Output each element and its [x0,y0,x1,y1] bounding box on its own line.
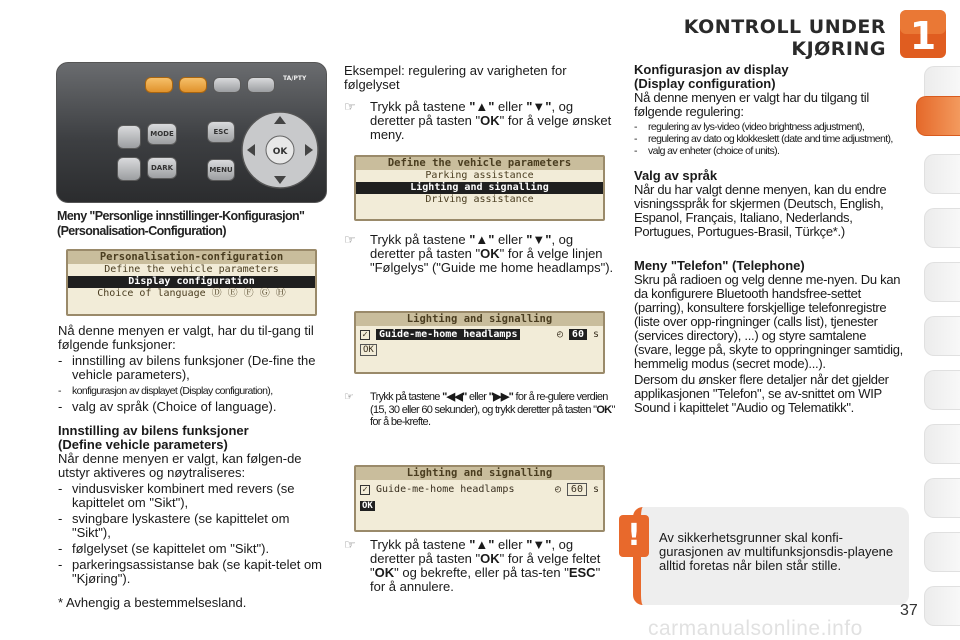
display-define-parameters [354,155,605,221]
display-row: Parking assistance [425,170,534,181]
chapter-number: 1 [909,14,937,58]
side-tab[interactable] [924,532,960,572]
console-button [179,77,207,93]
display-title: Define the vehicle parameters [356,157,603,170]
esc-label: ESC [213,128,229,136]
paragraph: Når du har valgt denne menyen, kan du endre visningsspråk for skjermen (Deutsch, English, Espanol, Français, Italiano, Nederlands, Portugues, Portugues-Brasil, Türkçe*.) [634,182,887,239]
list-item: - innstilling av bilens funksjoner (De-fine the vehicle parameters), [58,353,316,382]
side-tab[interactable] [924,262,960,302]
console-button [117,157,141,181]
display-row: ✓ Guide-me-home headlamps ◴ 60 s [356,326,603,343]
console-photo [56,62,327,203]
list-item: - regulering av dato og klokkeslett (date and time adjustment), [634,133,893,145]
checkbox-icon: ✓ [360,485,370,495]
display-row-label: Choice of language [97,288,206,299]
esc-button [207,121,235,143]
warning-box [633,507,909,605]
display-lighting-1 [354,311,605,374]
console-button [247,77,275,93]
page-number: 37 [900,602,918,619]
side-tabs [916,66,960,626]
display-row-selected: Lighting and signalling [356,182,603,194]
side-tab[interactable] [924,154,960,194]
side-tab[interactable] [924,478,960,518]
step-1: ☞ Trykk på tastene "▲" eller "▼", og deretter på tasten "OK" for å velge ønsket meny. [344,99,612,142]
chapter-badge [894,6,950,62]
step-3: ☞ Trykk på tastene "◀◀" eller "▶▶" for å re-gulere verdien (15, 30 eller 60 sekunder), og trykk deretter på tasten "OK" for å be-krefte. [344,391,615,428]
section-heading: Valg av språk [634,168,718,183]
list-item: - valg av språk (Choice of language). [58,399,277,414]
checkbox-icon: ✓ [360,330,370,340]
footnote: * Avhengig a bestemmelsesland. [58,595,247,610]
side-tab[interactable] [924,208,960,248]
section-heading: Konfigurasjon av display (Display configuration) [634,62,789,91]
console-button [145,77,173,93]
console-button [213,77,241,93]
pointing-hand-icon: ☞ [344,99,356,114]
step-4: ☞ Trykk på tastene "▲" eller "▼", og deretter på tasten "OK" for å velge feltet "OK" og bekrefte, eller på tas-ten "ESC" for å annulere. [344,537,601,594]
side-tab[interactable] [924,370,960,410]
ok-field-selected: OK [362,501,373,511]
caption-line: (Personalisation-Configuration) [57,224,226,238]
watermark: carmanualsonline.info [648,617,863,640]
step-2: ☞ Trykk på tastene "▲" eller "▼", og deretter på tasten "OK" for å velge linjen "Følgelys" ("Guide me home headlamps"). [344,232,614,275]
clock-icon: ◴ [556,329,563,340]
list-item: - vindusvisker kombinert med revers (se kapittelet om "Sikt"), [58,481,295,510]
side-tab[interactable] [924,424,960,464]
figure-caption [57,209,335,239]
paragraph: Skru på radioen og velg denne me-nyen. Du kan da konfigurere Bluetooth handsfree-settet (parring), konsultere forskjellige telefonregistre (liste over opp-ringninger (calls list), tjenester (services directory), ...) og styre samtalene (svare, legge på, skyte to oppringninger samtidig, hemmelig modus (secret mode)...). [634,272,903,371]
navigation-pad [239,109,321,191]
display-row: Define the vehicle parameters [104,264,279,275]
paragraph: Nå denne menyen er valgt har du tilgang til følgende regulering: [634,90,869,119]
console-button [117,125,141,149]
column-1 [58,324,326,610]
list-item: - konfigurasjon av displayet (Display configuration), [58,385,273,397]
list-item: - parkeringsassistanse bak (se kapit-telet om "Kjøring"). [58,557,323,586]
ok-label: OK [272,147,288,157]
list-item: - valg av enheter (choice of units). [634,145,780,157]
warning-text: Av sikkerhetsgrunner skal konfi-gurasjonen av multifunksjonsdis-playene alltid foretas når bilen står stille. [659,530,894,573]
pointing-hand-icon: ☞ [344,232,356,247]
display-personalisation [66,249,317,316]
dark-button [147,157,177,179]
menu-button [207,159,235,181]
column-3 [634,63,906,417]
ok-field: OK [356,343,603,357]
list-item: - svingbare lyskastere (se kapittelet om "Sikt"), [58,511,290,540]
section-heading: Innstilling av bilens funksjoner (Define vehicle parameters) [58,423,249,452]
side-tab-active[interactable] [916,96,960,136]
side-tab[interactable] [924,316,960,356]
section-heading: Meny "Telefon" (Telephone) [634,258,805,273]
warning-icon: ! [619,515,649,557]
pointing-hand-icon: ☞ [344,537,356,552]
ta-pty-label: TA/PTY [283,75,307,82]
display-row-selected: Display configuration [68,276,315,288]
page-title: KONTROLL UNDER KJØRING [683,16,886,60]
list-item: - regulering av lys-video (video brightness adjustment), [634,121,865,133]
clock-icon: ◴ [554,484,561,495]
paragraph: Dersom du ønsker flere detaljer når det gjelder applikasjonen "Telefon", se av-snittet om WIP Sound i kapittelet "Audio og Telematikk". [634,372,889,415]
display-lighting-2 [354,465,605,532]
dark-label: DARK [150,164,174,172]
language-flags: Ⓓ Ⓔ Ⓕ Ⓖ Ⓗ [211,288,286,299]
display-title: Personalisation-configuration [68,251,315,264]
list-item: - følgelyset (se kapittelet om "Sikt"). [58,541,270,556]
display-row: Driving assistance [425,194,534,205]
display-row [68,288,315,300]
example-intro: Eksempel: regulering av varigheten for følgelyset [344,63,567,92]
display-title: Lighting and signalling [356,467,603,480]
mode-label: MODE [150,130,174,138]
display-title: Lighting and signalling [356,313,603,326]
pointing-hand-icon: ☞ [344,391,354,403]
display-row: ✓ Guide-me-home headlamps ◴ 60 s [356,480,603,499]
menu-label: MENU [209,166,233,174]
paragraph: Når denne menyen er valgt, kan følgen-de utstyr aktiveres og nøytraliseres: [58,451,302,480]
caption-line: Meny "Personlige innstillinger-Konfigurasjon" [57,209,305,223]
intro-text: Nå denne menyen er valgt, har du til-gang til følgende funksjoner: [58,323,314,352]
mode-button [147,123,177,145]
